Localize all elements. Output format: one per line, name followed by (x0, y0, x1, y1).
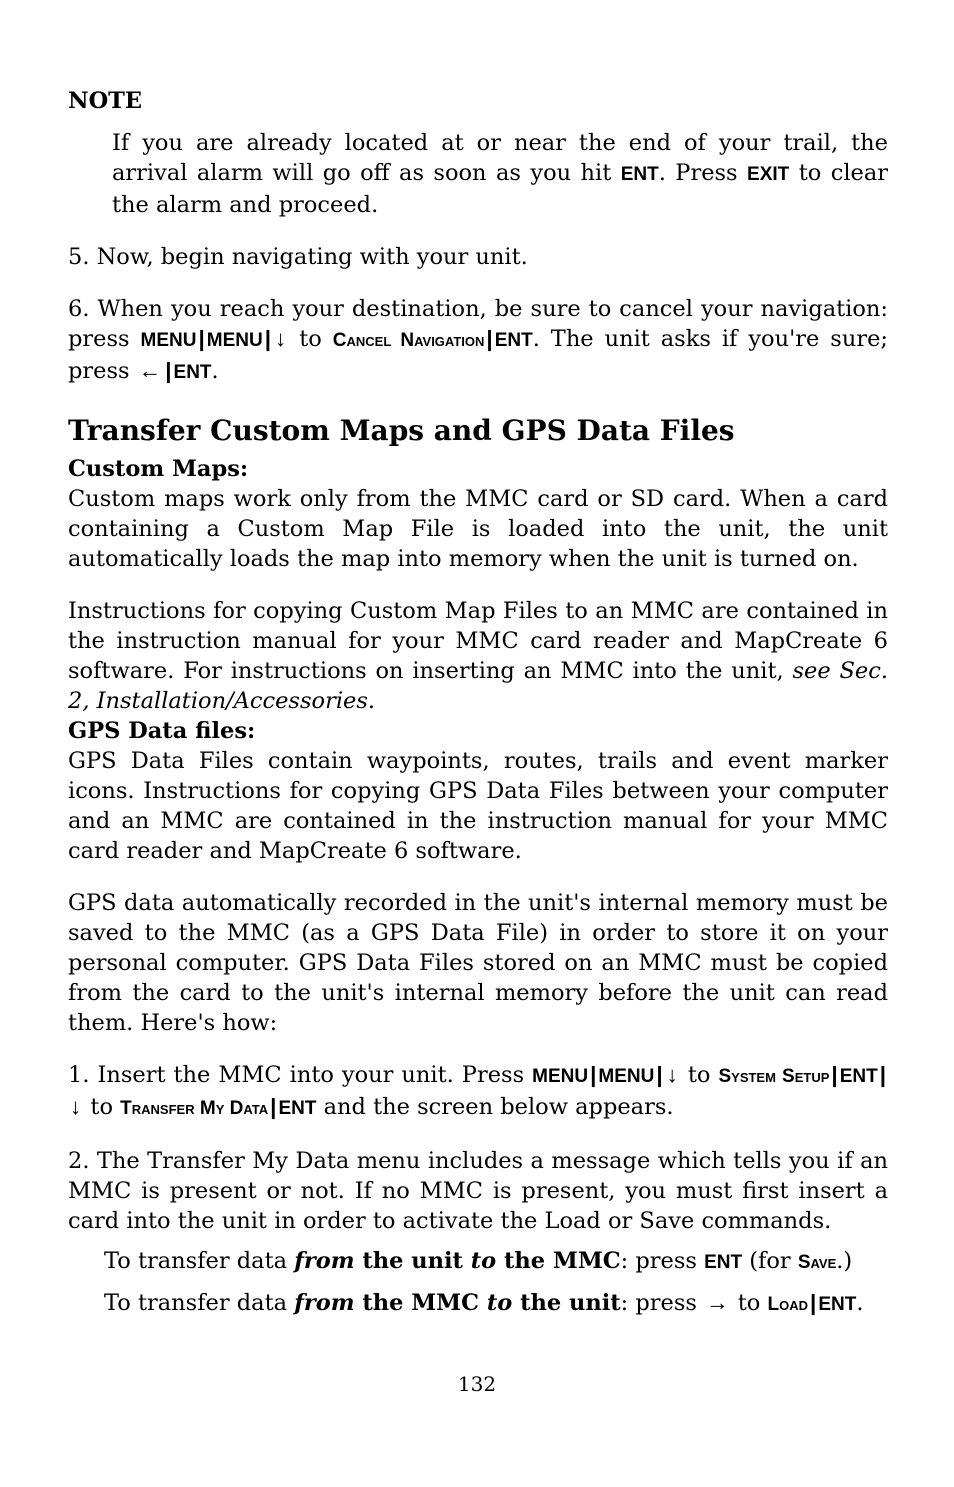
gps-files-label: GPS Data files: (68, 718, 256, 744)
instruction-text: To transfer data (104, 1290, 295, 1316)
section-heading: Transfer Custom Maps and GPS Data Files (68, 414, 735, 447)
gps-files-paragraph-1: GPS Data Files contain waypoints, routes, trails and event marker icons. Instructions for copying GPS Data Files between your computer and an MMC are contained in the instruction manual for your MMC card reader and MapCreate 6 software. (68, 748, 888, 864)
step-text: 1. Insert the MMC into your unit. Press (68, 1062, 533, 1088)
note-label: NOTE (68, 88, 143, 114)
manual-page (68, 86, 888, 1320)
note-body (112, 128, 888, 220)
note-text: to clear the alarm and proceed. (112, 160, 889, 218)
key-ent: ENT (839, 1066, 878, 1087)
step-text: to (679, 1062, 719, 1088)
instruction-text: : press (620, 1290, 705, 1316)
instruction-text: to (730, 1290, 768, 1316)
separator: | (198, 326, 205, 351)
key-menu: MENU (140, 330, 197, 351)
separator: | (879, 1062, 886, 1087)
emphasis-to: to (486, 1290, 513, 1316)
command-cancel-navigation: Cancel Navigation (332, 330, 485, 351)
emphasis-from: from (294, 1290, 355, 1316)
arrow-down-icon: ↓ (275, 326, 287, 351)
separator: | (831, 1062, 838, 1087)
step-5: 5. Now, begin navigating with your unit. (68, 244, 528, 270)
instruction-text: To transfer data (104, 1248, 295, 1274)
step-6 (68, 294, 888, 388)
step-text: 6. When you reach your destination, be sure to cancel your navigation: press (68, 296, 888, 352)
emphasis-text: the unit (354, 1248, 471, 1274)
key-exit: EXIT (747, 164, 790, 185)
step-text: to (83, 1094, 121, 1120)
arrow-down-icon: ↓ (666, 1062, 678, 1087)
save-instruction (104, 1246, 888, 1278)
step-1 (68, 1060, 888, 1124)
custom-maps-label: Custom Maps: (68, 456, 249, 482)
command-load: Load (767, 1294, 809, 1315)
page-number: 132 (457, 1372, 497, 1396)
note-text: . Press (658, 160, 748, 186)
step-text: and the screen below appears. (316, 1094, 674, 1120)
separator: | (486, 326, 493, 351)
arrow-down-icon: ↓ (70, 1094, 82, 1119)
instruction-text: : press (620, 1248, 705, 1274)
key-ent: ENT (173, 362, 212, 383)
separator: | (810, 1290, 817, 1315)
instruction-text: (for (742, 1248, 798, 1274)
key-menu: MENU (598, 1066, 655, 1087)
separator: | (656, 1062, 663, 1087)
key-ent: ENT (494, 330, 533, 351)
emphasis-text: the unit (512, 1290, 621, 1316)
separator: | (165, 358, 172, 383)
separator: | (264, 326, 272, 351)
paragraph-text: . (367, 688, 376, 714)
gps-files-paragraph-2: GPS data automatically recorded in the unit's internal memory must be saved to the MMC (as a GPS Data File) in order to store it on your personal computer. GPS Data Files stored on an MMC must be copied from the card to the unit's internal memory before the unit can read them. Here's how: (68, 890, 888, 1036)
arrow-right-icon: → (706, 1290, 729, 1315)
command-transfer-my-data: Transfer My Data (120, 1098, 269, 1119)
key-ent: ENT (818, 1294, 857, 1315)
emphasis-text: the MMC (354, 1290, 487, 1316)
emphasis-text: the MMC (496, 1248, 621, 1274)
separator: | (270, 1094, 277, 1119)
step-text: to (288, 326, 333, 352)
section-reference: see Sec. 2, Installation/Accessories (68, 658, 888, 714)
load-instruction (104, 1288, 888, 1320)
step-text: . The unit asks if you're sure; press (68, 326, 888, 384)
key-menu: MENU (532, 1066, 589, 1087)
key-ent: ENT (704, 1252, 743, 1273)
separator: | (590, 1062, 597, 1087)
step-text: . (211, 358, 219, 384)
key-ent: ENT (278, 1098, 317, 1119)
note-text: If you are already located at or near the end of your trail, the arrival alarm will go off as soon as you hit (112, 130, 888, 186)
step-2: 2. The Transfer My Data menu includes a message which tells you if an MMC is present or not. If no MMC is present, you must first insert a card into the unit in order to activate the Load or Save commands. (68, 1148, 888, 1234)
command-save: Save (797, 1252, 837, 1273)
emphasis-from: from (294, 1248, 355, 1274)
emphasis-to: to (470, 1248, 497, 1274)
key-menu: MENU (206, 330, 263, 351)
custom-maps-paragraph-2 (68, 596, 888, 716)
instruction-text: . (856, 1290, 864, 1316)
key-ent: ENT (620, 164, 659, 185)
command-system-setup: System Setup (718, 1066, 830, 1087)
custom-maps-paragraph-1: Custom maps work only from the MMC card or SD card. When a card containing a Custom Map File is loaded into the unit, the unit automatically loads the map into memory when the unit is turned on. (68, 486, 888, 572)
paragraph-text: Instructions for copying Custom Map Files to an MMC are contained in the instruction manual for your MMC card reader and MapCreate 6 software. For instructions on inserting an MMC into the unit, (68, 598, 888, 684)
arrow-left-icon: ← (138, 358, 162, 383)
instruction-text: .) (836, 1248, 853, 1274)
